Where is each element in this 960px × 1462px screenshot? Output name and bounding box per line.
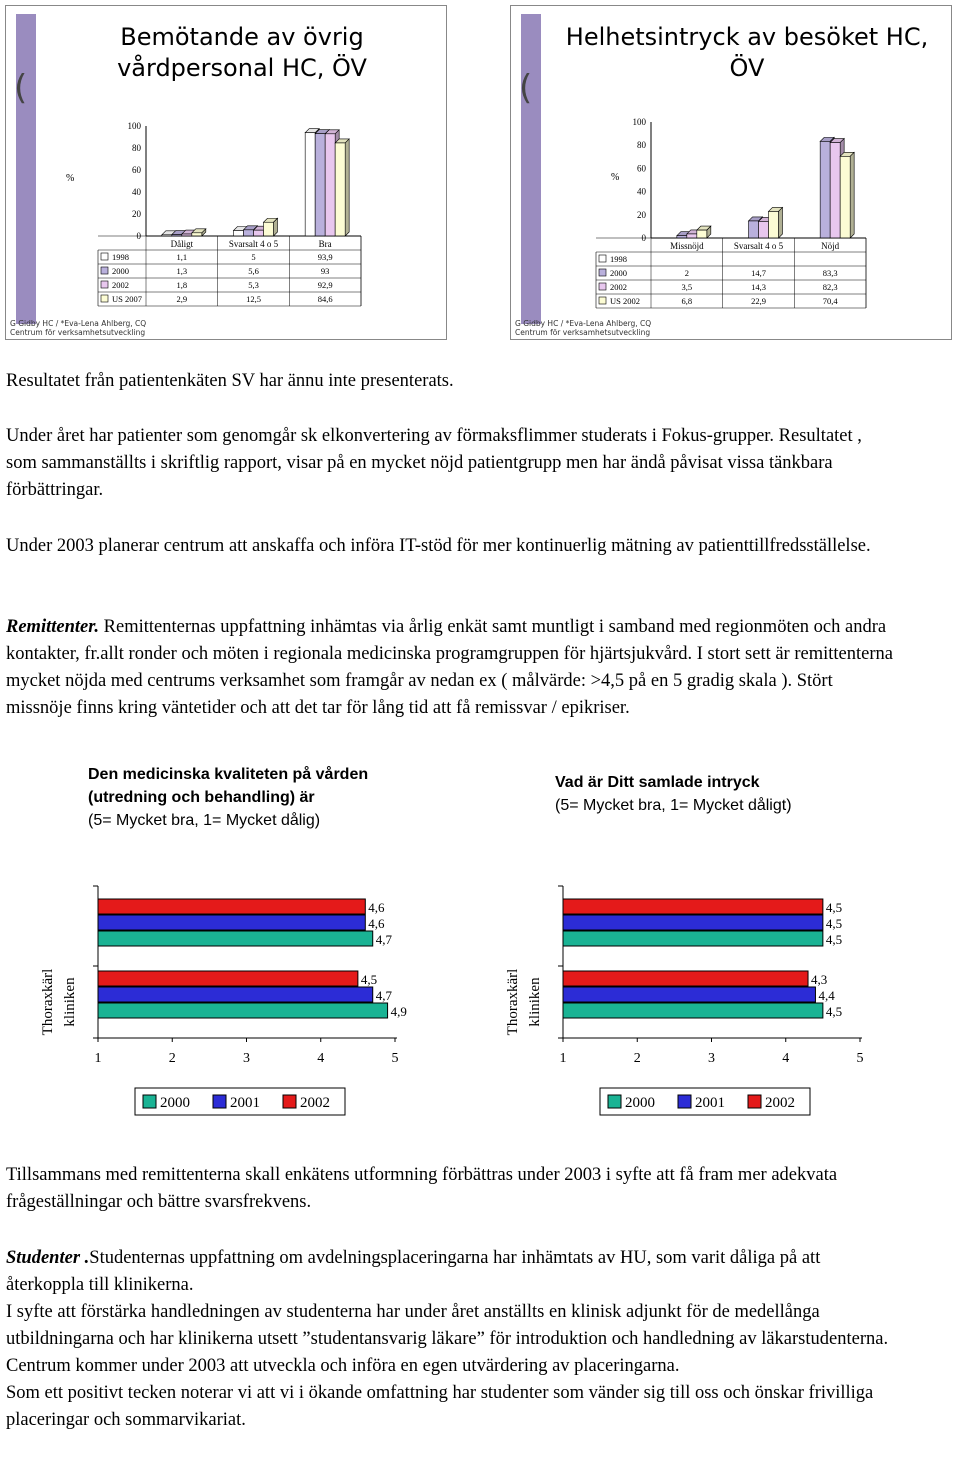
legend-swatch xyxy=(143,1095,156,1108)
data-label: 4,6 xyxy=(368,900,385,915)
data-label: 4,9 xyxy=(390,1004,407,1019)
category-label: kliniken xyxy=(62,977,78,1027)
data-label: 12,5 xyxy=(246,294,261,304)
y-tick-label: 100 xyxy=(127,121,141,131)
bar xyxy=(234,231,244,237)
x-tick-label: 4 xyxy=(782,1051,790,1066)
footer-line-1: G Gidby HC / *Eva-Lena Ahlberg, CQ xyxy=(10,319,147,328)
bar-side xyxy=(345,139,349,236)
category-label: Svarsalt 4 o 5 xyxy=(733,241,784,251)
bar xyxy=(335,143,345,236)
category-label: Thoraxkärl xyxy=(40,968,56,1036)
paragraph-text: Resultatet från patientenkäten SV har ännu inte presenterats. xyxy=(6,371,454,391)
data-label: 4,4 xyxy=(818,988,835,1003)
legend-swatch xyxy=(599,255,606,262)
data-label: 14,3 xyxy=(751,282,766,292)
bar xyxy=(830,143,840,238)
bar xyxy=(305,133,315,236)
data-label: 22,9 xyxy=(751,296,766,306)
data-label: 6,8 xyxy=(681,296,693,306)
slide-bemotande xyxy=(5,5,447,340)
footer-line-2: Centrum för verksamhetsutveckling xyxy=(10,328,146,337)
paragraph-patientenkat xyxy=(6,368,896,395)
y-tick-label: 60 xyxy=(637,163,646,174)
legend-label: 2000 xyxy=(160,1095,190,1111)
chart-title-left xyxy=(88,763,388,832)
x-tick-label: 3 xyxy=(708,1051,715,1066)
y-tick-label: 100 xyxy=(632,117,646,127)
section-heading-studenter: Studenter . xyxy=(6,1248,90,1268)
legend-label: 2002 xyxy=(765,1095,795,1111)
bar xyxy=(759,221,769,238)
bar xyxy=(820,141,830,238)
category-label: Bra xyxy=(318,239,332,249)
paragraph-text: Studenternas uppfattning om avdelningsplaceringarna har inhämtats av HU, som varit dåliga på att återkoppla till klinikerna. xyxy=(6,1248,821,1295)
x-tick-label: 5 xyxy=(391,1051,399,1066)
bar xyxy=(687,234,697,238)
bar xyxy=(749,221,759,238)
data-label: 2 xyxy=(684,268,689,278)
legend-swatch xyxy=(748,1095,761,1108)
bar xyxy=(254,230,264,236)
chart-title-left-bold: Den medicinska kvaliteten på vården (utredning och behandling) är xyxy=(88,766,369,806)
legend-swatch xyxy=(599,269,606,276)
slide-title: Bemötande av övrig vårdpersonal HC, ÖV xyxy=(117,23,367,82)
legend-swatch xyxy=(608,1095,621,1108)
data-label: 5,6 xyxy=(248,266,259,276)
bracket-decoration: ( xyxy=(519,68,533,108)
footer-line-2: Centrum för verksamhetsutveckling xyxy=(515,328,651,337)
y-tick-label: 40 xyxy=(637,186,646,197)
category-label: Dåligt xyxy=(170,239,194,249)
category-label: Missnöjd xyxy=(670,241,704,251)
x-tick-label: 3 xyxy=(243,1051,250,1066)
bar xyxy=(98,915,365,930)
paragraph-text: Tillsammans med remittenterna skall enkätens utformning förbättras under 2003 i syfte att få fram mer adekvata frågeställningar och bättre svarsfrekvens. xyxy=(6,1165,838,1212)
paragraph-it-stod xyxy=(6,533,896,560)
data-label: 4,5 xyxy=(825,900,843,915)
data-label: 4,5 xyxy=(825,1004,843,1019)
bar xyxy=(697,230,707,238)
data-label: 4,6 xyxy=(368,916,385,931)
bar xyxy=(563,931,823,946)
x-tick-label: 5 xyxy=(856,1051,864,1066)
footer-line-1: G Gidby HC / *Eva-Lena Ahlberg, CQ xyxy=(515,319,652,328)
bar-side xyxy=(850,152,854,238)
y-axis-label: % xyxy=(66,173,75,184)
y-tick-label: 0 xyxy=(641,233,646,243)
data-label: 93 xyxy=(320,266,330,276)
slide-footer xyxy=(10,319,146,337)
data-label: 93,9 xyxy=(317,252,333,262)
data-label: 4,3 xyxy=(811,972,828,987)
paragraph-text: Under året har patienter som genomgår sk elkonvertering av förmaksflimmer studerats i Fokus-grupper. Resultatet , som sammanställts i skriftlig rapport, visar på en mycket nöjd patientgrupp men har ändå påvisat vissa tänkbara förbättringar. xyxy=(6,426,862,500)
data-label: 4,7 xyxy=(375,932,392,947)
legend-label: 2000 xyxy=(610,268,627,278)
x-tick-label: 2 xyxy=(168,1051,176,1066)
x-tick-label: 1 xyxy=(94,1051,102,1066)
slide-footer xyxy=(515,319,651,337)
data-label: 83,3 xyxy=(822,268,838,278)
bar xyxy=(769,211,779,238)
legend-label: 1998 xyxy=(112,252,129,262)
paragraph-fokusgrupper xyxy=(6,423,896,504)
legend-label: 2002 xyxy=(300,1095,330,1111)
bar xyxy=(192,233,202,236)
data-label: 5 xyxy=(251,252,256,262)
paragraph-studenter xyxy=(6,1245,896,1434)
chart-title-right-sub: (5= Mycket bra, 1= Mycket dåligt) xyxy=(555,797,792,814)
slide-helhetsintryck xyxy=(510,5,952,340)
y-tick-label: 40 xyxy=(132,187,141,197)
paragraph-text: Remittenternas uppfattning inhämtas via årlig enkät samt muntligt i samband med regionmöten och andra kontakter, fr.allt ronder och möten i regionala medicinska programgruppen för hjärtsjukvård. I stort sett är remittenterna mycket nöjda med centrums verksamhet som framgår av nedan ex ( målvärde: >4,5 på en 5 gradig skala ). Stört missnöje finns kring väntetider och att det tar för lång tid att få remissvar / epikriser. xyxy=(6,617,893,718)
y-tick-label: 20 xyxy=(637,209,646,220)
bar xyxy=(840,156,850,238)
x-tick-label: 2 xyxy=(633,1051,641,1066)
paragraph-enkat xyxy=(6,1162,896,1216)
data-label: 4,7 xyxy=(375,988,392,1003)
data-label: 14,7 xyxy=(751,268,766,278)
paragraph-text: I syfte att förstärka handledningen av studenterna har under året anställts en klinisk adjunkt för de medellånga utbildningarna och har klinikerna utsett ”studentansvarig läkare” för introduktion och handledning av läkarstudenterna. Centrum kommer under 2003 att utveckla och införa en egen utvärdering av placeringarna. xyxy=(6,1302,889,1376)
legend-swatch xyxy=(101,295,108,302)
data-label: 1,8 xyxy=(176,280,188,290)
data-label: 3,5 xyxy=(681,282,693,292)
bar xyxy=(563,915,823,930)
legend-swatch xyxy=(101,281,108,288)
legend-swatch xyxy=(213,1095,226,1108)
bar xyxy=(563,971,808,986)
bar xyxy=(677,236,687,238)
bracket-decoration: ( xyxy=(14,68,28,108)
data-label: 92,9 xyxy=(317,280,333,290)
data-label: 5,3 xyxy=(248,280,259,290)
legend-swatch xyxy=(101,253,108,260)
bar xyxy=(325,134,335,236)
legend-swatch xyxy=(599,283,606,290)
paragraph-text: Under 2003 planerar centrum att anskaffa och införa IT-stöd för mer kontinuerlig mätning av patienttillfredsställelse. xyxy=(6,536,871,556)
legend-label: 2002 xyxy=(610,282,627,292)
legend-label: 2002 xyxy=(112,280,129,290)
bar xyxy=(98,971,358,986)
bar xyxy=(563,987,815,1002)
bar-side xyxy=(779,207,783,238)
data-label: 4,5 xyxy=(825,932,843,947)
category-label: Thoraxkärl xyxy=(505,968,521,1036)
section-heading-remittenter: Remittenter. xyxy=(6,617,100,637)
chart-title-left-sub: (5= Mycket bra, 1= Mycket dålig) xyxy=(88,812,321,829)
legend-swatch xyxy=(599,297,606,304)
bar-chart-helhetsintryck xyxy=(511,6,952,340)
category-label: kliniken xyxy=(527,977,543,1027)
bar xyxy=(98,987,373,1002)
y-tick-label: 80 xyxy=(637,140,646,151)
hbar-chart-medicinsk-kvalitet xyxy=(30,870,450,1130)
data-label: 70,4 xyxy=(822,296,838,306)
bar xyxy=(563,1003,823,1018)
legend-label: 1998 xyxy=(610,254,627,264)
bar xyxy=(98,1003,388,1018)
data-label: 84,6 xyxy=(317,294,333,304)
bar xyxy=(563,899,823,914)
data-label: 1,1 xyxy=(176,252,188,262)
hbar-chart-samlat-intryck xyxy=(495,870,915,1130)
legend-label: US 2007 xyxy=(112,294,142,304)
bar xyxy=(98,899,365,914)
x-tick-label: 4 xyxy=(317,1051,325,1066)
category-label: Svarsalt 4 o 5 xyxy=(228,239,279,249)
y-tick-label: 20 xyxy=(132,209,141,219)
y-tick-label: 0 xyxy=(136,231,141,241)
y-tick-label: 80 xyxy=(132,143,141,153)
legend-label: 2001 xyxy=(695,1095,725,1111)
category-label: Nöjd xyxy=(821,241,840,251)
chart-title-right xyxy=(555,771,875,817)
legend-swatch xyxy=(678,1095,691,1108)
paragraph-text: Som ett positivt tecken noterar vi att vi i ökande omfattning har studenter som vänder sig till oss och önskar frivilliga placeringar och sommarvikariat. xyxy=(6,1383,874,1430)
legend-swatch xyxy=(101,267,108,274)
y-axis-label: % xyxy=(611,172,620,183)
bar xyxy=(98,931,373,946)
legend-label: 2001 xyxy=(230,1095,260,1111)
data-label: 4,5 xyxy=(825,916,843,931)
bar xyxy=(315,134,325,236)
data-label: 82,3 xyxy=(822,282,838,292)
paragraph-remittenter xyxy=(6,614,896,722)
legend-label: 2000 xyxy=(112,266,129,276)
legend-label: 2000 xyxy=(625,1095,655,1111)
bar xyxy=(264,222,274,236)
x-tick-label: 1 xyxy=(559,1051,567,1066)
bar xyxy=(244,230,254,236)
data-label: 4,5 xyxy=(360,972,378,987)
chart-title-right-bold: Vad är Ditt samlade intryck xyxy=(555,774,760,791)
legend-swatch xyxy=(283,1095,296,1108)
bar-chart-bemotande xyxy=(6,6,447,340)
legend-label: US 2002 xyxy=(610,296,640,306)
slide-title: Helhetsintryck av besöket HC, ÖV xyxy=(565,23,929,82)
data-label: 2,9 xyxy=(176,294,188,304)
data-label: 1,3 xyxy=(176,266,188,276)
y-tick-label: 60 xyxy=(132,165,141,175)
